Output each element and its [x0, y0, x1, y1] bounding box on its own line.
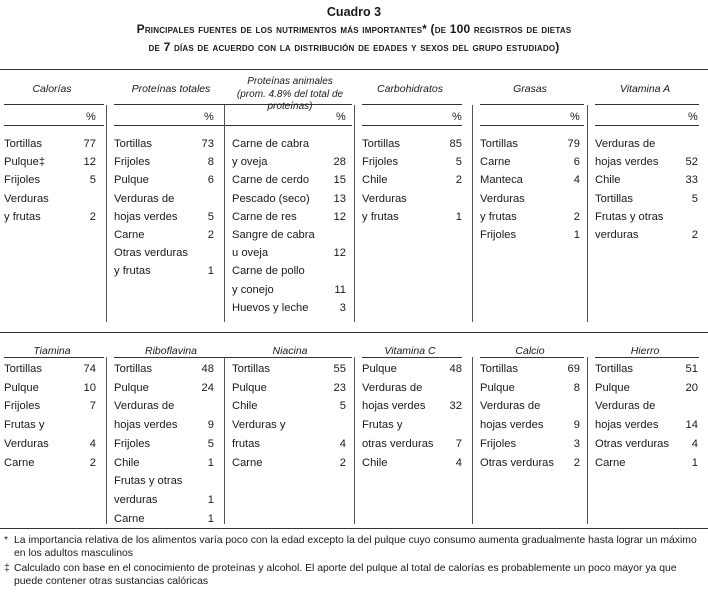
- table-row-value: 23: [333, 381, 346, 394]
- table-row-label: hojas verdes: [595, 419, 659, 432]
- column-header-rule: [362, 357, 462, 358]
- table-row-label: hojas verdes: [362, 400, 426, 413]
- table-row-label: y conejo: [232, 283, 274, 296]
- table-row-value: 28: [333, 156, 346, 169]
- table-label: Cuadro 3: [326, 5, 382, 19]
- table-row-label: Tortillas: [362, 138, 400, 150]
- table-row-value: 74: [83, 363, 96, 375]
- table-row-label: Carne: [232, 456, 263, 469]
- table-row-label: y frutas: [4, 210, 41, 223]
- table-title-line-1: Principales fuentes de los nutrimentos más importantes* (de 100 registros de dietas: [136, 22, 572, 36]
- table-row-label: Chile: [595, 174, 621, 187]
- table-row-label: frutas: [232, 437, 260, 450]
- table-row-label: Pulque: [4, 381, 39, 394]
- table-row-label: Otras verduras: [114, 247, 188, 260]
- percent-unit-label: %: [204, 111, 214, 123]
- table-row-label: Pulque: [595, 381, 630, 394]
- table-row-label: y frutas: [480, 210, 517, 223]
- table-row-label: Tortillas: [595, 192, 633, 205]
- table-row-value: 1: [207, 512, 214, 525]
- table-row-label: Verduras de: [114, 400, 175, 413]
- column-header: Vitamina A: [619, 83, 671, 95]
- column-separator: [587, 357, 588, 524]
- column-separator: [224, 357, 225, 524]
- table-row-value: 9: [573, 419, 580, 432]
- column-separator: [354, 105, 355, 322]
- column-header-rule: [114, 357, 232, 358]
- table-row-value: 7: [89, 400, 96, 413]
- table-row-value: 51: [685, 363, 698, 375]
- table-row-value: 1: [573, 229, 580, 241]
- table-row-label: Verduras y: [232, 419, 286, 432]
- table-row-label: Frijoles: [480, 437, 517, 450]
- table-row-value: 12: [333, 247, 346, 260]
- percent-unit-label: %: [452, 111, 462, 123]
- column-separator: [472, 105, 473, 322]
- percent-unit-label: %: [570, 111, 580, 123]
- table-row-value: 10: [83, 381, 96, 394]
- table-row-label: Pescado (seco): [232, 192, 310, 205]
- column-header: Proteínas totales: [131, 83, 211, 95]
- footnote-text: Calculado con base en el conocimiento de proteínas y alcohol. El aporte del pulque al total de calorías es probablemente un poco mayor ya que puede contener otras sustancias calóricas: [14, 563, 677, 587]
- table-row-label: Verduras: [480, 192, 525, 205]
- column-header: Calcio: [515, 345, 545, 357]
- percent-header-rule: [595, 125, 699, 126]
- table-row-value: 55: [333, 363, 346, 375]
- table-row-label: Carne de res: [232, 210, 297, 223]
- table-row-value: 52: [685, 156, 698, 169]
- table-row-label: Carne de cabra: [232, 138, 310, 150]
- column-header: Tiamina: [33, 345, 71, 357]
- table-row-value: 4: [573, 174, 580, 187]
- table-row-label: Frutas y: [4, 419, 45, 432]
- table-row-value: 8: [573, 381, 580, 394]
- table-row-value: 77: [83, 138, 96, 150]
- table-row-value: 2: [207, 229, 214, 241]
- percent-header-rule: [232, 125, 352, 126]
- table-row-label: y frutas: [362, 210, 399, 223]
- column-header-rule: [4, 357, 104, 358]
- percent-header-rule: [362, 125, 462, 126]
- table-row-value: 4: [339, 437, 346, 450]
- table-row-label: verduras: [595, 229, 639, 241]
- table-row-value: 1: [207, 456, 214, 469]
- column-header: Hierro: [630, 345, 660, 357]
- table-row-label: Frutas y otras: [595, 210, 664, 223]
- table-row-label: Verduras de: [595, 138, 656, 150]
- table-row-label: Chile: [362, 456, 388, 469]
- table-row-value: 5: [455, 156, 462, 169]
- column-header-rule: [232, 357, 352, 358]
- table-row-value: 4: [89, 437, 96, 450]
- table-row-value: 24: [201, 381, 214, 394]
- table-row-label: Manteca: [480, 174, 523, 187]
- table-row-value: 33: [685, 174, 698, 187]
- table-row-value: 69: [567, 363, 580, 375]
- table-row-value: 32: [449, 400, 462, 413]
- table-row-value: 9: [207, 419, 214, 432]
- table-row-label: hojas verdes: [114, 210, 178, 223]
- column-header-rule: [362, 104, 462, 105]
- table-row-value: 7: [455, 437, 462, 450]
- table-row-label: Carne de cerdo: [232, 174, 310, 187]
- column-header-rule: [595, 357, 699, 358]
- table-row-label: Huevos y leche: [232, 301, 309, 314]
- table-row-label: Verduras de: [480, 400, 541, 413]
- column-header: Carbohidratos: [377, 83, 443, 95]
- table-row-label: Frijoles: [4, 400, 41, 413]
- column-separator: [472, 357, 473, 524]
- table-row-value: 12: [83, 156, 96, 169]
- percent-header-rule: [114, 125, 232, 126]
- column-header: Calorías: [32, 83, 72, 95]
- table-row-label: Chile: [232, 400, 258, 413]
- table-row-label: Verduras de: [362, 381, 423, 394]
- table-row-value: 13: [333, 192, 346, 205]
- table-row-label: Verduras de: [595, 400, 656, 413]
- table-row-label: Frutas y otras: [114, 475, 183, 488]
- footnote-text: La importancia relativa de los alimentos varía poco con la edad excepto la del pulque cuyo consumo aumenta gradualmente hasta lograr un máximo en los adultos masculinos: [14, 535, 697, 559]
- table-row-label: hojas verdes: [114, 419, 178, 432]
- percent-unit-label: %: [86, 111, 96, 123]
- table-row-value: 2: [573, 210, 580, 223]
- footnote-mark: *: [4, 535, 9, 546]
- table-row-label: otras verduras: [362, 437, 434, 450]
- table-row-label: hojas verdes: [480, 419, 544, 432]
- table-row-label: Carne: [595, 456, 626, 469]
- table-row-label: Verduras: [4, 437, 49, 450]
- column-header: Niacina: [272, 345, 308, 357]
- section-top-rule: [0, 69, 708, 70]
- table-row-label: Tortillas: [114, 363, 152, 375]
- table-row-value: 73: [201, 138, 214, 150]
- percent-unit-label: %: [336, 111, 346, 123]
- table-row-value: 3: [573, 437, 580, 450]
- column-separator: [224, 105, 225, 322]
- table-row-value: 48: [201, 363, 214, 375]
- table-row-label: Frijoles: [114, 156, 151, 169]
- table-row-value: 5: [207, 437, 214, 450]
- table-row-value: 4: [455, 456, 462, 469]
- table-row-value: 20: [685, 381, 698, 394]
- table-row-value: 85: [449, 138, 462, 150]
- table-title-line-2: de 7 días de acuerdo con la distribución de edades y sexos del grupo estudiado): [148, 40, 560, 54]
- percent-header-rule: [4, 125, 104, 126]
- column-header: Vitamina C: [384, 345, 436, 357]
- column-header-rule: [114, 104, 232, 105]
- table-row-label: Verduras de: [114, 192, 175, 205]
- table-row-label: u oveja: [232, 247, 269, 260]
- table-row-label: Tortillas: [4, 363, 42, 375]
- table-row-label: Pulque: [362, 363, 397, 375]
- table-row-label: verduras: [114, 493, 158, 506]
- column-separator: [587, 105, 588, 322]
- column-header-rule: [480, 104, 584, 105]
- column-header: Proteínas animales (prom. 4.8% del total de proteínas): [236, 76, 344, 112]
- table-row-label: Otras verduras: [595, 437, 669, 450]
- table-row-label: Carne: [114, 229, 145, 241]
- footnote-mark: ‡: [4, 563, 10, 574]
- table-row-value: 5: [691, 192, 698, 205]
- table-row-label: Sangre de cabra: [232, 229, 315, 241]
- table-row-label: Pulque: [480, 381, 515, 394]
- table-row-label: Otras verduras: [480, 456, 554, 469]
- table-row-value: 2: [339, 456, 346, 469]
- table-row-label: Tortillas: [480, 363, 518, 375]
- table-row-label: y frutas: [114, 265, 151, 278]
- table-row-value: 6: [573, 156, 580, 169]
- column-separator: [106, 357, 107, 524]
- table-row-label: Chile: [114, 456, 140, 469]
- table-row-value: 4: [691, 437, 698, 450]
- table-row-value: 1: [691, 456, 698, 469]
- table-row-value: 2: [455, 174, 462, 187]
- table-row-label: Frutas y: [362, 419, 403, 432]
- table-row-label: Carne: [114, 512, 145, 525]
- table-row-label: Pulque: [232, 381, 267, 394]
- table-row-label: Tortillas: [4, 138, 42, 150]
- table-row-label: Carne: [480, 156, 511, 169]
- column-header-rule: [4, 104, 104, 105]
- percent-header-rule: [480, 125, 584, 126]
- table-row-value: 6: [207, 174, 214, 187]
- table-row-label: Tortillas: [595, 363, 633, 375]
- table-row-label: Pulque: [114, 174, 149, 187]
- column-separator: [106, 105, 107, 322]
- table-row-value: 1: [207, 265, 214, 278]
- table-row-label: Tortillas: [480, 138, 518, 150]
- column-separator: [354, 357, 355, 524]
- table-row-value: 2: [89, 456, 96, 469]
- table-row-value: 1: [455, 210, 462, 223]
- table-bottom-rule: [0, 528, 708, 529]
- table-row-value: 5: [339, 400, 346, 413]
- table-row-value: 3: [339, 301, 346, 314]
- table-row-value: 79: [567, 138, 580, 150]
- table-row-label: Pulque‡: [4, 156, 46, 169]
- table-row-label: Frijoles: [362, 156, 399, 169]
- table-row-label: Verduras: [362, 192, 407, 205]
- table-row-value: 5: [89, 174, 96, 187]
- table-row-label: Frijoles: [4, 174, 41, 187]
- table-row-label: y oveja: [232, 156, 268, 169]
- table-row-label: Chile: [362, 174, 388, 187]
- table-row-label: Verduras: [4, 192, 49, 205]
- table-row-label: Carne: [4, 456, 35, 469]
- table-row-value: 15: [333, 174, 346, 187]
- table-row-value: 12: [333, 210, 346, 223]
- column-header: Riboflavina: [145, 345, 197, 357]
- table-row-value: 1: [207, 493, 214, 506]
- table-row-label: Pulque: [114, 381, 149, 394]
- table-row-label: hojas verdes: [595, 156, 659, 169]
- table-row-value: 2: [89, 210, 96, 223]
- table-row-label: Tortillas: [114, 138, 152, 150]
- table-row-value: 5: [207, 210, 214, 223]
- table-row-label: Frijoles: [114, 437, 151, 450]
- table-row-value: 2: [691, 229, 698, 241]
- table-row-label: Tortillas: [232, 363, 270, 375]
- table-row-value: 48: [449, 363, 462, 375]
- column-header: Grasas: [513, 83, 547, 95]
- table-row-value: 14: [685, 419, 698, 432]
- table-row-value: 8: [207, 156, 214, 169]
- percent-unit-label: %: [688, 111, 698, 123]
- table-row-label: Carne de pollo: [232, 265, 305, 278]
- section-top-rule: [0, 332, 708, 333]
- table-row-value: 11: [334, 283, 346, 296]
- table-row-label: Frijoles: [480, 229, 517, 241]
- column-header-rule: [595, 104, 699, 105]
- table-row-value: 2: [573, 456, 580, 469]
- column-header-rule: [480, 357, 584, 358]
